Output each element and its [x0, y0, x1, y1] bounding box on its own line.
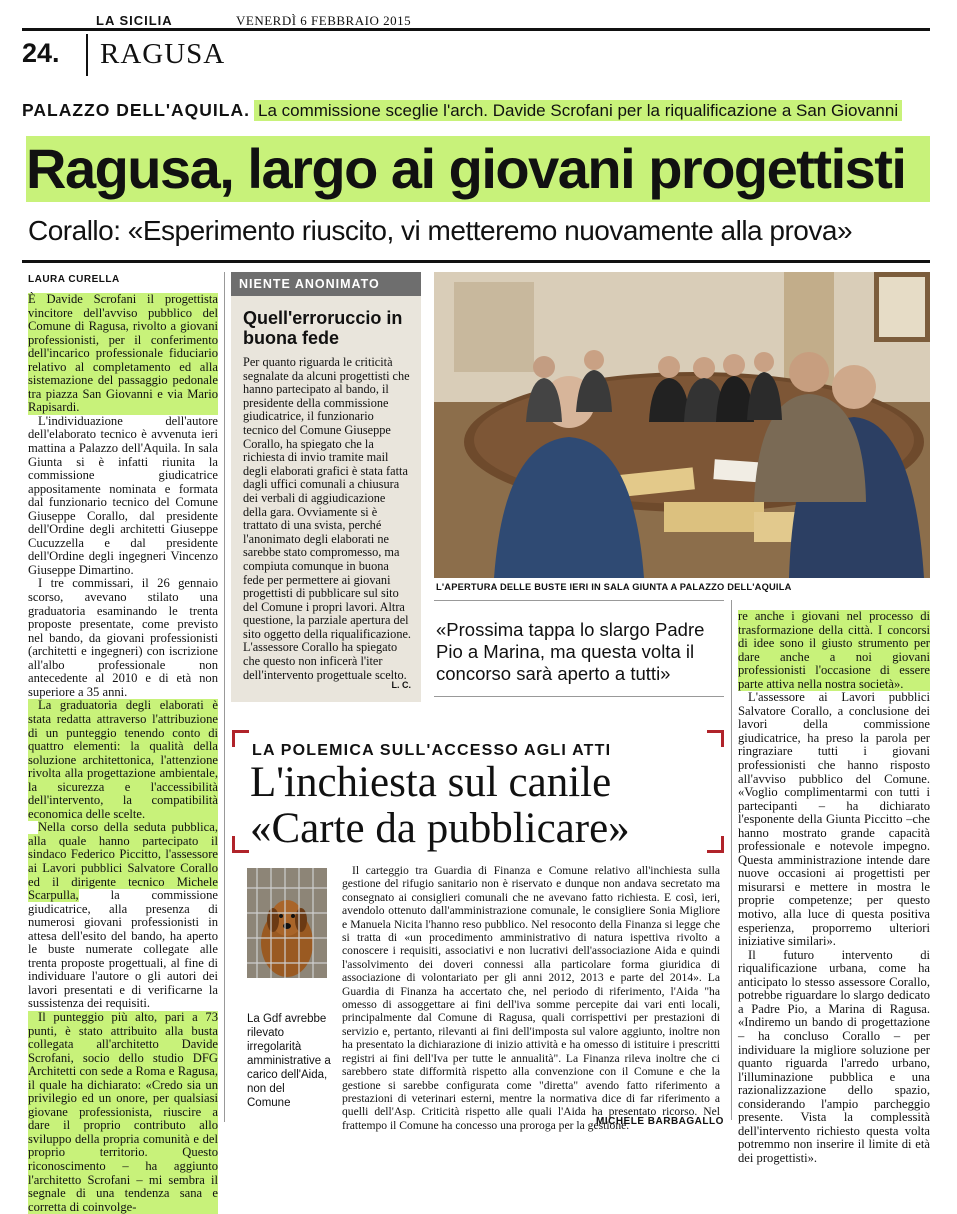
page-number: 24.: [22, 38, 60, 68]
sidebar-label: NIENTE ANONIMATO: [231, 272, 421, 296]
paragraph: Nella corso della seduta pubblica, alla quale hanno partecipato il sindaco Federico Piccitto, l'assessore ai Lavori pubblici Salvatore Corallo ed il dirigente tecnico Michele Scarpulla,: [28, 820, 218, 903]
paragraph: L'assessore ai Lavori pubblici Salvatore Corallo, a conclusione dei lavori della commissione giudicatrice, ha preso la parola per ringraziare tutti i giovani professionisti che hanno risposto all'avviso pubblico del Comune. «Voglio complimentarmi con tutti i partecipanti – ha dichiarato l'esponente della Giunta Piccitto –che hanno mostrato grande capacità professionale e notevole impegno. Questa amministrazione intende dare nuove occasioni ai progettisti per misurarsi e mettere in mostra le proprie competenze; per questo motivo, alla luce di questa positiva esperienza, proporremo ulteriori iniziative similari».: [738, 690, 930, 949]
column-divider: [224, 272, 225, 1122]
paragraph: Il punteggio più alto, pari a 73 punti, è stato attribuito alla busta collegata all'architetto Davide Scrofani, socio dello studio DFG Architetti con sede a Roma e Ragusa, il quale ha dichiarato: «Credo sia un privilegio ed un onore, per qualsiasi giovane professionista, riuscire a dare il proprio contributo allo sviluppo della propria comunità e del proprio territorio. Questo riconoscimento – ha aggiunto l'architetto Scrofani – mi sembra il segnale di una tendenza sana e corretta di coinvolge-: [28, 1009, 218, 1214]
issue-date: VENERDÌ 6 FEBBRAIO 2015: [236, 13, 412, 28]
corner-mark: [707, 836, 724, 853]
sidebar-title: Quell'erroruccio in buona fede: [243, 308, 403, 348]
sidebar-body: Per quanto riguarda le criticità segnalate da alcuni progettisti che hanno partecipato al bando, il presidente della commissione giudicatrice, il funzionario tecnico del Comune Giuseppe Corallo, ha spiegato che la richiesta di invio tramite mail degli elaborati grafici è stata fatta dagli uffici comunali a chiusura dei verbali di aggiudicazione della gara. Ovviamente si è trattato di una svista, perché l'anonimato degli elaborati ne sarebbe stato compromesso, ma compiuta comunque in buona fede per permettere ai giovani progettisti di pubblicare sul sito del Comune i propri lavori. Altra questione, la parziale apertura del sito oggetto della riqualificazione. L'assessore Corallo ha spiegato che questo non inficerà l'iter dell'intervento progettuale scelto.: [243, 355, 412, 682]
canile-byline: MICHELE BARBAGALLO: [596, 1116, 724, 1127]
kicker-subtitle: La commissione sceglie l'arch. Davide Scrofani per la riqualificazione a San Giovanni: [254, 100, 902, 121]
subheadline: Corallo: «Esperimento riuscito, vi metteremo nuovamente alla prova»: [28, 215, 853, 246]
meeting-photo: [434, 272, 930, 578]
canile-headline-2: «Carte da pubblicare»: [250, 805, 630, 852]
paragraph: la commissione giudicatrice, alla presenza di numerosi giovani professionisti in attesa dell'esito del bando, ha aperto le buste numerate collegate alle trenta proposte progettuali, al fine di individuare l'autore o gli autori dei lavori presentati e di verificarne la sussistenza dei requisiti.: [28, 888, 218, 1011]
headline-rule: [22, 260, 930, 263]
sidebar-signature: L. C.: [391, 680, 411, 690]
corner-mark: [232, 730, 249, 747]
paragraph: La graduatoria degli elaborati è stata redatta attraverso l'attribuzione di un punteggio tenendo conto di quattro elementi: la qualità della soluzione architettonica, l'attenzione rivolta alla progettazione ambientale, la sicurezza e l'accessibilità dell'intervento, la compatibilità economica delle scelte.: [28, 698, 218, 821]
kicker-line: [22, 100, 930, 126]
byline: LAURA CURELLA: [28, 274, 120, 285]
pull-quote: «Prossima tappa lo slargo Padre Pio a Marina, ma questa volta il concorso sarà aperto a tutti»: [436, 619, 705, 684]
paragraph: Il futuro intervento di riqualificazione urbana, come ha anticipato lo stesso assessore Corallo, potrebbe riguardare lo slargo dedicato a Padre Pio, a Marina di Ragusa. «Indiremo un bando di progettazione – ha concluso Corallo – per individuare la migliore soluzione per quanto riguarda l'arredo urbano, l'illuminazione pubblica e una razionalizzazione dello spazio, considerando l'ampio parcheggio presente. Vista la complessità dell'intervento richiesto questa volta potremmo non inserire il limite di età dei progettisti».: [738, 947, 930, 1165]
headline: Ragusa, largo ai giovani progettisti: [26, 136, 930, 202]
header-divider: [86, 34, 88, 76]
section-title: RAGUSA: [100, 38, 226, 70]
dog-photo-caption: La Gdf avrebbe rilevato irregolarità amministrative a carico dell'Aida, non del Comune: [247, 1013, 331, 1109]
photo-caption: L'APERTURA DELLE BUSTE IERI IN SALA GIUNTA A PALAZZO DELL'AQUILA: [436, 582, 792, 592]
corner-mark: [232, 836, 249, 853]
paragraph: L'individuazione dell'autore dell'elaborato tecnico è avvenuta ieri mattina a Palazzo dell'Aquila. In sala Giunta si è infatti riunita la commissione giudicatrice appositamente nominata e formata dal funzionario tecnico del Comune Giuseppe Corallo, dal presidente dell'Ordine degli architetti Giuseppe Cucuzzella e dal presidente dell'Ordine degli ingegneri Vincenzo Giuseppe Dimartino.: [28, 413, 218, 577]
top-rule: [22, 28, 930, 31]
canile-headline-1: L'inchiesta sul canile: [250, 759, 612, 806]
column-4: [738, 609, 930, 1165]
paragraph: Il carteggio tra Guardia di Finanza e Comune relativo all'inchiesta sulla gestione del rifugio sanitario non è riservato e dunque non andava secretato ma consegnato ai consiglieri comunali che ne avevano fatto richiesta. E così, ieri, avendolo ottenuto dall'amministrazione comunale, le consigliere Sonia Migliore e Manuela Nicita l'hanno reso pubblico. Nel resoconto della Finanza si legge che si tratta di «un procedimento amministrativo di natura ispettiva rivolto a conoscere i requisiti, associativi e non lucrativi dell'associazione Aida e quindi l'assolvimento dei doveri connessi alla particolare forma giuridica di associazione di volontariato per gli anni 2012, 2013 e parte del 2014». La Guardia di Finanza ha accertato che, nel periodo di riferimento, l'Aida "ha omesso di assoggettare ai fini dell'iva somme percepite dai vari enti locali, principalmente dal Comune di Ragusa, quali corrispettivi per prestazioni di servizio e, pertanto, rilevanti ai fini dell'imposta sul valore aggiunto, inoltre non ha presentato la dichiarazione di inizio attività e ha omesso di istituire i prescritti registri ai fini dell'Iva per tutte le annualità". La Finanza rileva inoltre che ci sarebbero state difformità rispetto alla convenzione con il Comune e che la gestione si sarebbe configurata come "diretta" avendo fatto riferimento a prestazioni di veterinari esterni, mentre la normativa dice di far riferimento a quelli dell'Asp. Criticità rispetto alle quali l'Aida ha presentato ricorso. Nel frattempo il Comune ha concesso una proroga per la gestione.: [342, 864, 720, 1132]
column-1: [28, 292, 218, 1214]
paragraph: I tre commissari, il 26 gennaio scorso, avevano stilato una graduatoria esaminando le trenta proposte presentate, come previsto nel bando, da giovani professionisti (architetti e ingegneri) con iscrizione all'albo professionale non antecedente al 2010 e di età non superiore a 35 anni.: [28, 576, 218, 699]
column-divider: [731, 600, 732, 1120]
quote-rule-bottom: [434, 696, 724, 697]
sidebar-box: [231, 272, 421, 702]
paragraph: È Davide Scrofani il progettista vincitore dell'avviso pubblico del Comune di Ragusa, rivolto a giovani professionisti, per il conferimento dell'incarico professionale fiduciario relativo al completamento ed alla sistemazione del passaggio pedonale tra piazza San Giovanni e via Mario Rapisardi.: [28, 292, 218, 415]
newspaper-name: LA SICILIA: [96, 13, 173, 28]
quote-rule-top: [434, 600, 724, 601]
dog-photo: [247, 868, 327, 978]
corner-mark: [707, 730, 724, 747]
kicker: PALAZZO DELL'AQUILA.: [22, 100, 250, 120]
canile-kicker: LA POLEMICA SULL'ACCESSO AGLI ATTI: [252, 742, 612, 759]
paragraph: re anche i giovani nel processo di trasformazione della città. I concorsi di idee sono il giusto strumento per dare anche a noi giovani professionisti l'occasione di essere parte attiva nella nostra società».: [738, 609, 930, 691]
